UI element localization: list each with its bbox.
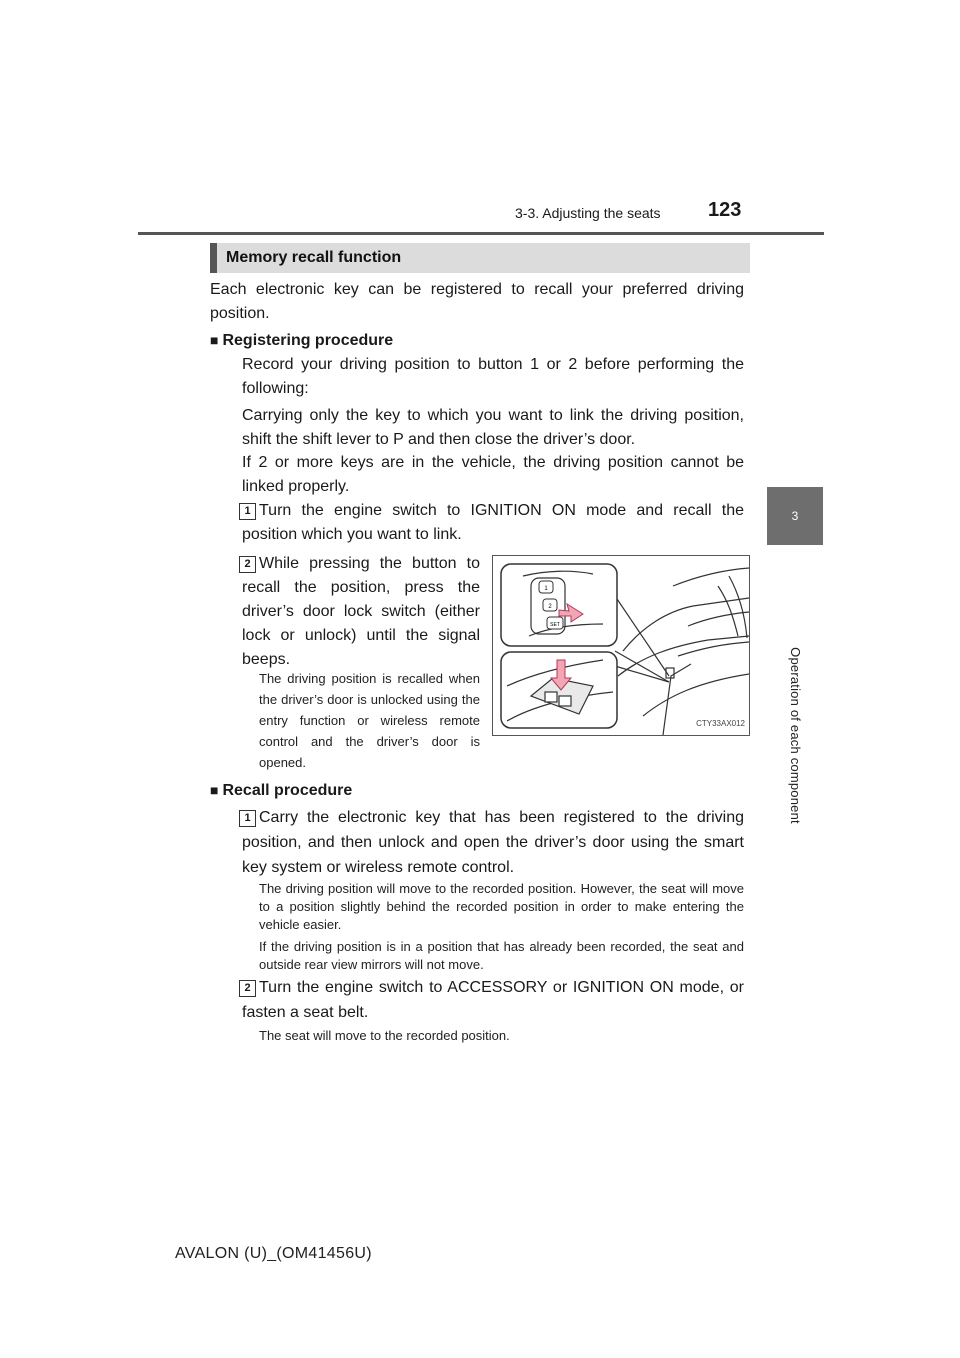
figure-code: CTY33AX012 xyxy=(696,719,745,728)
recall-note-3: The seat will move to the recorded position. xyxy=(259,1028,510,1043)
step-number-badge: 2 xyxy=(239,556,256,573)
page-number: 123 xyxy=(708,199,742,221)
memory-button-1-label: 1 xyxy=(544,586,548,592)
step-number-badge: 1 xyxy=(239,810,256,827)
recall-step-1: Carry the electronic key that has been registered to the driving position, and then unlock and open the driver’s door using the smart key system or wireless remote control. xyxy=(242,809,744,876)
square-bullet-icon: ■ xyxy=(210,782,219,798)
step-number-badge: 2 xyxy=(239,980,256,997)
recall-heading xyxy=(210,778,352,803)
section-heading: Memory recall function xyxy=(210,243,750,273)
registering-heading-text: Registering procedure xyxy=(222,332,394,349)
running-header-section: 3-3. Adjusting the seats xyxy=(515,205,661,221)
step-number-badge: 1 xyxy=(239,503,256,520)
illustration-svg xyxy=(493,556,749,735)
registering-para-1: Record your driving position to button 1 or 2 before performing the following: xyxy=(242,356,744,397)
document-footer: AVALON (U)_(OM41456U) xyxy=(175,1245,372,1262)
registering-step-2-note: The driving position is recalled when the driver’s door is unlocked using the entry function or wireless remote control and the driver’s door is opened. xyxy=(259,671,480,770)
intro-paragraph: Each electronic key can be registered to recall your preferred driving position. xyxy=(210,281,744,322)
chapter-title-text: Operation of each component xyxy=(787,646,803,824)
registering-step-2: While pressing the button to recall the position, press the driver’s door lock switch (either lock or unlock) until the signal beeps. xyxy=(242,555,480,668)
memory-button-2-label: 2 xyxy=(548,604,552,610)
registering-para-3: If 2 or more keys are in the vehicle, the driving position cannot be linked properly. xyxy=(242,454,744,495)
recall-step-2: Turn the engine switch to ACCESSORY or IGNITION ON mode, or fasten a seat belt. xyxy=(242,979,744,1021)
square-bullet-icon: ■ xyxy=(210,332,219,348)
recall-note-1: The driving position will move to the recorded position. However, the seat will move to a position slightly behind the recorded position in order to make entering the vehicle easier. xyxy=(259,881,744,932)
recall-heading-text: Recall procedure xyxy=(222,782,353,799)
registering-step-1: Turn the engine switch to IGNITION ON mode and recall the position which you want to link. xyxy=(242,502,744,543)
door-switch-illustration xyxy=(492,555,750,736)
recall-note-2: If the driving position is in a position that has already been recorded, the seat and outside rear view mirrors will not move. xyxy=(259,939,744,972)
header-rule xyxy=(138,232,824,235)
registering-para-2: Carrying only the key to which you want to link the driving position, shift the shift lever to P and then close the driver’s door. xyxy=(242,407,744,448)
set-button-label: SET xyxy=(550,622,560,628)
registering-heading xyxy=(210,328,393,353)
chapter-tab: 3 xyxy=(767,487,823,545)
chapter-title-vertical xyxy=(755,620,835,850)
